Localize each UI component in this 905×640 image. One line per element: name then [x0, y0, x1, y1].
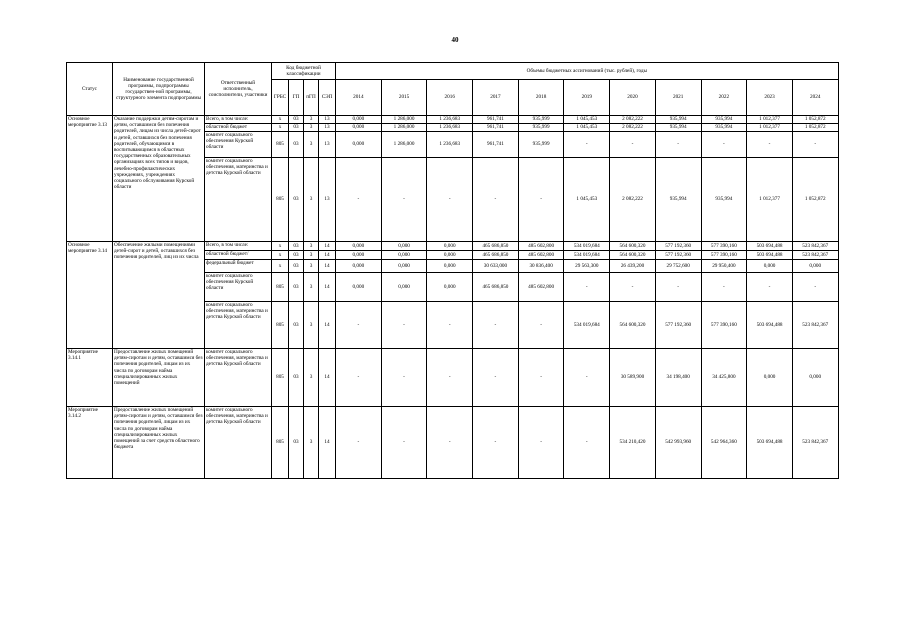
- row-value-cell: -: [564, 407, 610, 479]
- row-value-cell: 34 198,400: [655, 349, 701, 407]
- row-value-cell: 523 842,367: [792, 302, 838, 349]
- header-year-2020: 2020: [610, 80, 656, 116]
- row-code-cell: 805: [272, 132, 289, 158]
- row-value-cell: 534 019,684: [564, 302, 610, 349]
- row-value-cell: 485 602,800: [518, 251, 564, 260]
- row-value-cell: 1 286,000: [381, 132, 427, 158]
- row-executor: комитет социального обеспечения Курской области: [205, 273, 272, 302]
- row-value-cell: 0,000: [792, 260, 838, 273]
- row-value-cell: -: [792, 273, 838, 302]
- page-number: 40: [451, 36, 459, 44]
- row-value-cell: -: [473, 349, 519, 407]
- row-value-cell: 0,000: [427, 242, 473, 251]
- row-value-cell: 0,000: [747, 260, 793, 273]
- row-measure-name: Предоставление жилых помещений детям-сиротам и детям, оставшимся без попечения родителей, лицам из их числа по договорам найма специализированных жилых помещений: [113, 349, 205, 407]
- row-executor: областной бюджет: [205, 124, 272, 132]
- table-row: [67, 349, 839, 407]
- row-value-cell: 935,994: [655, 124, 701, 132]
- row-value-cell: -: [564, 273, 610, 302]
- row-value-cell: 1 236,683: [427, 116, 473, 124]
- row-value-cell: -: [518, 349, 564, 407]
- row-code-cell: 03: [289, 116, 304, 124]
- row-code-cell: 14: [319, 302, 336, 349]
- row-code-cell: 3: [304, 251, 319, 260]
- row-value-cell: 1 012,377: [747, 116, 793, 124]
- header-code-гп: ГП: [289, 80, 304, 116]
- row-value-cell: 0,000: [381, 273, 427, 302]
- row-code-cell: x: [272, 260, 289, 273]
- row-value-cell: 1 012,377: [747, 124, 793, 132]
- row-value-cell: 2 082,222: [610, 158, 656, 242]
- row-value-cell: 534 019,684: [564, 242, 610, 251]
- row-value-cell: 30 836,400: [518, 260, 564, 273]
- header-code-пгп: пГП: [304, 80, 319, 116]
- row-code-cell: 03: [289, 302, 304, 349]
- row-value-cell: 577 390,160: [701, 242, 747, 251]
- row-value-cell: -: [747, 132, 793, 158]
- table-row: [67, 242, 839, 251]
- row-value-cell: 935,994: [701, 158, 747, 242]
- row-value-cell: -: [381, 407, 427, 479]
- row-code-cell: 3: [304, 407, 319, 479]
- row-value-cell: 34 425,800: [701, 349, 747, 407]
- row-value-cell: 0,000: [381, 242, 427, 251]
- row-value-cell: -: [518, 302, 564, 349]
- row-value-cell: 523 842,367: [792, 407, 838, 479]
- row-value-cell: 0,000: [427, 251, 473, 260]
- row-value-cell: 1 286,000: [381, 116, 427, 124]
- header-budget-classification: Код бюджетной классификации: [272, 63, 336, 80]
- row-code-cell: 14: [319, 407, 336, 479]
- row-code-cell: 03: [289, 158, 304, 242]
- row-code-cell: 3: [304, 273, 319, 302]
- row-code-cell: 03: [289, 251, 304, 260]
- header-name: Наименование государственной программы, подпрограммы государствен-ной программы, структурного элемента подпрограммы: [113, 63, 205, 116]
- row-value-cell: -: [518, 407, 564, 479]
- row-executor: комитет социального обеспечения, материнства и детства Курской области: [205, 407, 272, 479]
- row-value-cell: 0,000: [336, 260, 382, 273]
- header-year-2023: 2023: [747, 80, 793, 116]
- row-value-cell: -: [473, 302, 519, 349]
- row-value-cell: 30 589,900: [610, 349, 656, 407]
- row-value-cell: 465 686,850: [473, 242, 519, 251]
- row-value-cell: -: [427, 349, 473, 407]
- row-executor: комитет социального обеспечения, материнства и детства Курской области: [205, 158, 272, 242]
- row-value-cell: -: [336, 407, 382, 479]
- row-value-cell: 0,000: [336, 251, 382, 260]
- row-status: Мероприятие 3.14.2: [67, 407, 113, 479]
- row-value-cell: 1 236,683: [427, 124, 473, 132]
- row-value-cell: 1 052,872: [792, 116, 838, 124]
- row-value-cell: 542 993,960: [655, 407, 701, 479]
- row-code-cell: 13: [319, 124, 336, 132]
- header-year-2017: 2017: [473, 80, 519, 116]
- row-value-cell: -: [336, 158, 382, 242]
- row-code-cell: x: [272, 124, 289, 132]
- row-value-cell: 26 439,200: [610, 260, 656, 273]
- row-code-cell: x: [272, 116, 289, 124]
- row-code-cell: x: [272, 242, 289, 251]
- row-value-cell: 29 563,300: [564, 260, 610, 273]
- header-executor: Ответственный исполнитель, соисполнители, участники: [205, 63, 272, 116]
- row-value-cell: 935,994: [655, 116, 701, 124]
- row-value-cell: 935,994: [701, 124, 747, 132]
- row-code-cell: 805: [272, 158, 289, 242]
- row-value-cell: 29 950,400: [701, 260, 747, 273]
- row-value-cell: 1 236,683: [427, 132, 473, 158]
- row-executor: федеральный бюджет: [205, 260, 272, 273]
- header-code-грбс: ГРБС: [272, 80, 289, 116]
- row-code-cell: 3: [304, 349, 319, 407]
- row-value-cell: 564 600,320: [610, 242, 656, 251]
- row-executor: комитет социального обеспечения, материнства и детства Курской области: [205, 349, 272, 407]
- row-code-cell: 3: [304, 116, 319, 124]
- row-value-cell: -: [427, 158, 473, 242]
- header-status: Статус: [67, 63, 113, 116]
- header-year-2022: 2022: [701, 80, 747, 116]
- row-code-cell: 3: [304, 302, 319, 349]
- row-executor: комитет социального обеспечения Курской области: [205, 132, 272, 158]
- row-value-cell: -: [564, 132, 610, 158]
- row-value-cell: 465 686,850: [473, 251, 519, 260]
- row-value-cell: 0,000: [336, 132, 382, 158]
- row-value-cell: 961,741: [473, 124, 519, 132]
- row-value-cell: 0,000: [336, 116, 382, 124]
- table-body: [67, 116, 839, 479]
- row-value-cell: 577 192,360: [655, 302, 701, 349]
- header-volumes: Объемы бюджетных ассигнований (тыс. рублей), годы: [336, 63, 839, 80]
- row-value-cell: 564 600,320: [610, 302, 656, 349]
- row-executor: областной бюджет/: [205, 251, 272, 260]
- row-value-cell: 935,999: [518, 132, 564, 158]
- row-value-cell: 564 600,320: [610, 251, 656, 260]
- row-value-cell: -: [518, 158, 564, 242]
- row-code-cell: x: [272, 251, 289, 260]
- row-value-cell: 534 019,684: [564, 251, 610, 260]
- header-code-сэп: СЭП: [319, 80, 336, 116]
- row-value-cell: 1 045,453: [564, 158, 610, 242]
- row-code-cell: 03: [289, 132, 304, 158]
- row-value-cell: 485 602,800: [518, 242, 564, 251]
- row-value-cell: 465 686,850: [473, 273, 519, 302]
- row-value-cell: -: [747, 273, 793, 302]
- row-value-cell: 1 052,872: [792, 158, 838, 242]
- row-value-cell: -: [336, 349, 382, 407]
- row-value-cell: -: [655, 132, 701, 158]
- row-value-cell: 577 390,160: [701, 251, 747, 260]
- row-measure-name: Предоставление жилых помещений детям-сиротам и детям, оставшимся без попечения родителей, лицам из их числа по договорам найма специализированных жилых помещений за счет средств областного бюджета: [113, 407, 205, 479]
- row-code-cell: 3: [304, 158, 319, 242]
- header-year-2014: 2014: [336, 80, 382, 116]
- table-row: [67, 116, 839, 124]
- row-value-cell: 2 082,222: [610, 116, 656, 124]
- row-code-cell: 14: [319, 242, 336, 251]
- row-status: Мероприятие 3.14.1: [67, 349, 113, 407]
- row-value-cell: -: [427, 302, 473, 349]
- row-code-cell: 14: [319, 349, 336, 407]
- row-value-cell: 503 694,488: [747, 242, 793, 251]
- row-value-cell: 0,000: [747, 349, 793, 407]
- header-year-2016: 2016: [427, 80, 473, 116]
- row-code-cell: 805: [272, 349, 289, 407]
- header-year-2018: 2018: [518, 80, 564, 116]
- row-value-cell: 29 752,600: [655, 260, 701, 273]
- row-value-cell: 1 012,377: [747, 158, 793, 242]
- row-executor: Всего, в том числе:: [205, 116, 272, 124]
- row-executor: Всего, в том числе:: [205, 242, 272, 251]
- row-code-cell: 14: [319, 260, 336, 273]
- row-code-cell: 03: [289, 273, 304, 302]
- row-value-cell: 577 390,160: [701, 302, 747, 349]
- row-code-cell: 03: [289, 407, 304, 479]
- row-status: Основное мероприятие 3.13: [67, 116, 113, 242]
- row-code-cell: 3: [304, 132, 319, 158]
- row-value-cell: 542 964,360: [701, 407, 747, 479]
- row-code-cell: 3: [304, 124, 319, 132]
- row-value-cell: 577 192,360: [655, 251, 701, 260]
- budget-table: [66, 62, 839, 479]
- row-value-cell: 2 082,222: [610, 124, 656, 132]
- row-value-cell: -: [473, 158, 519, 242]
- row-value-cell: 1 286,000: [381, 124, 427, 132]
- table-row: [67, 407, 839, 479]
- row-measure-name: Оказание поддержки детям-сиротам и детям, оставшимся без попечения родителей, лицам из числа детей-сирот и детей, оставшихся без попечения родителей, обучающимся в воспитывающимся в областных государственных образовательных организациях всех типов и видов, лечебно-профилактических учреждениях, учреждениях социального обслуживания Курской области: [113, 116, 205, 242]
- row-value-cell: -: [610, 273, 656, 302]
- row-value-cell: 30 633,000: [473, 260, 519, 273]
- row-value-cell: -: [701, 132, 747, 158]
- row-value-cell: -: [381, 349, 427, 407]
- row-code-cell: 13: [319, 158, 336, 242]
- header-year-2024: 2024: [792, 80, 838, 116]
- row-code-cell: 3: [304, 260, 319, 273]
- row-value-cell: 935,994: [655, 158, 701, 242]
- row-value-cell: 0,000: [381, 260, 427, 273]
- row-value-cell: 935,994: [701, 116, 747, 124]
- row-value-cell: 961,741: [473, 116, 519, 124]
- row-code-cell: 03: [289, 242, 304, 251]
- row-value-cell: 1 052,872: [792, 124, 838, 132]
- row-value-cell: 0,000: [336, 273, 382, 302]
- row-value-cell: -: [381, 302, 427, 349]
- row-value-cell: -: [564, 349, 610, 407]
- row-code-cell: 805: [272, 407, 289, 479]
- row-executor: комитет социального обеспечения, материнства и детства Курской области: [205, 302, 272, 349]
- row-value-cell: 523 842,367: [792, 242, 838, 251]
- row-code-cell: 13: [319, 132, 336, 158]
- row-value-cell: 503 694,488: [747, 251, 793, 260]
- row-value-cell: 503 694,488: [747, 302, 793, 349]
- row-code-cell: 03: [289, 260, 304, 273]
- row-code-cell: 3: [304, 242, 319, 251]
- row-value-cell: -: [701, 273, 747, 302]
- row-code-cell: 805: [272, 302, 289, 349]
- header-year-2019: 2019: [564, 80, 610, 116]
- row-value-cell: 0,000: [336, 242, 382, 251]
- row-code-cell: 03: [289, 124, 304, 132]
- row-value-cell: 485 602,800: [518, 273, 564, 302]
- row-status: Основное мероприятие 3.14: [67, 242, 113, 349]
- header-year-2015: 2015: [381, 80, 427, 116]
- row-value-cell: -: [655, 273, 701, 302]
- row-value-cell: 961,741: [473, 132, 519, 158]
- row-value-cell: 935,999: [518, 124, 564, 132]
- row-value-cell: 0,000: [427, 273, 473, 302]
- row-value-cell: -: [792, 132, 838, 158]
- row-value-cell: -: [381, 158, 427, 242]
- row-value-cell: -: [610, 132, 656, 158]
- row-value-cell: 0,000: [381, 251, 427, 260]
- row-value-cell: 1 045,453: [564, 124, 610, 132]
- row-value-cell: -: [473, 407, 519, 479]
- row-code-cell: 13: [319, 116, 336, 124]
- row-value-cell: 0,000: [792, 349, 838, 407]
- row-value-cell: 523 842,367: [792, 251, 838, 260]
- row-code-cell: 805: [272, 273, 289, 302]
- row-value-cell: 0,000: [427, 260, 473, 273]
- row-value-cell: -: [427, 407, 473, 479]
- row-value-cell: 935,999: [518, 116, 564, 124]
- row-code-cell: 03: [289, 349, 304, 407]
- row-measure-name: Обеспечение жилыми помещениями детей-сирот и детей, оставшихся без попечения родителей, лиц из их числа: [113, 242, 205, 349]
- row-value-cell: 1 045,453: [564, 116, 610, 124]
- row-code-cell: 14: [319, 251, 336, 260]
- header-year-2021: 2021: [655, 80, 701, 116]
- row-value-cell: -: [336, 302, 382, 349]
- row-value-cell: 0,000: [336, 124, 382, 132]
- row-value-cell: 503 694,488: [747, 407, 793, 479]
- row-code-cell: 14: [319, 273, 336, 302]
- row-value-cell: 577 192,360: [655, 242, 701, 251]
- row-value-cell: 534 210,420: [610, 407, 656, 479]
